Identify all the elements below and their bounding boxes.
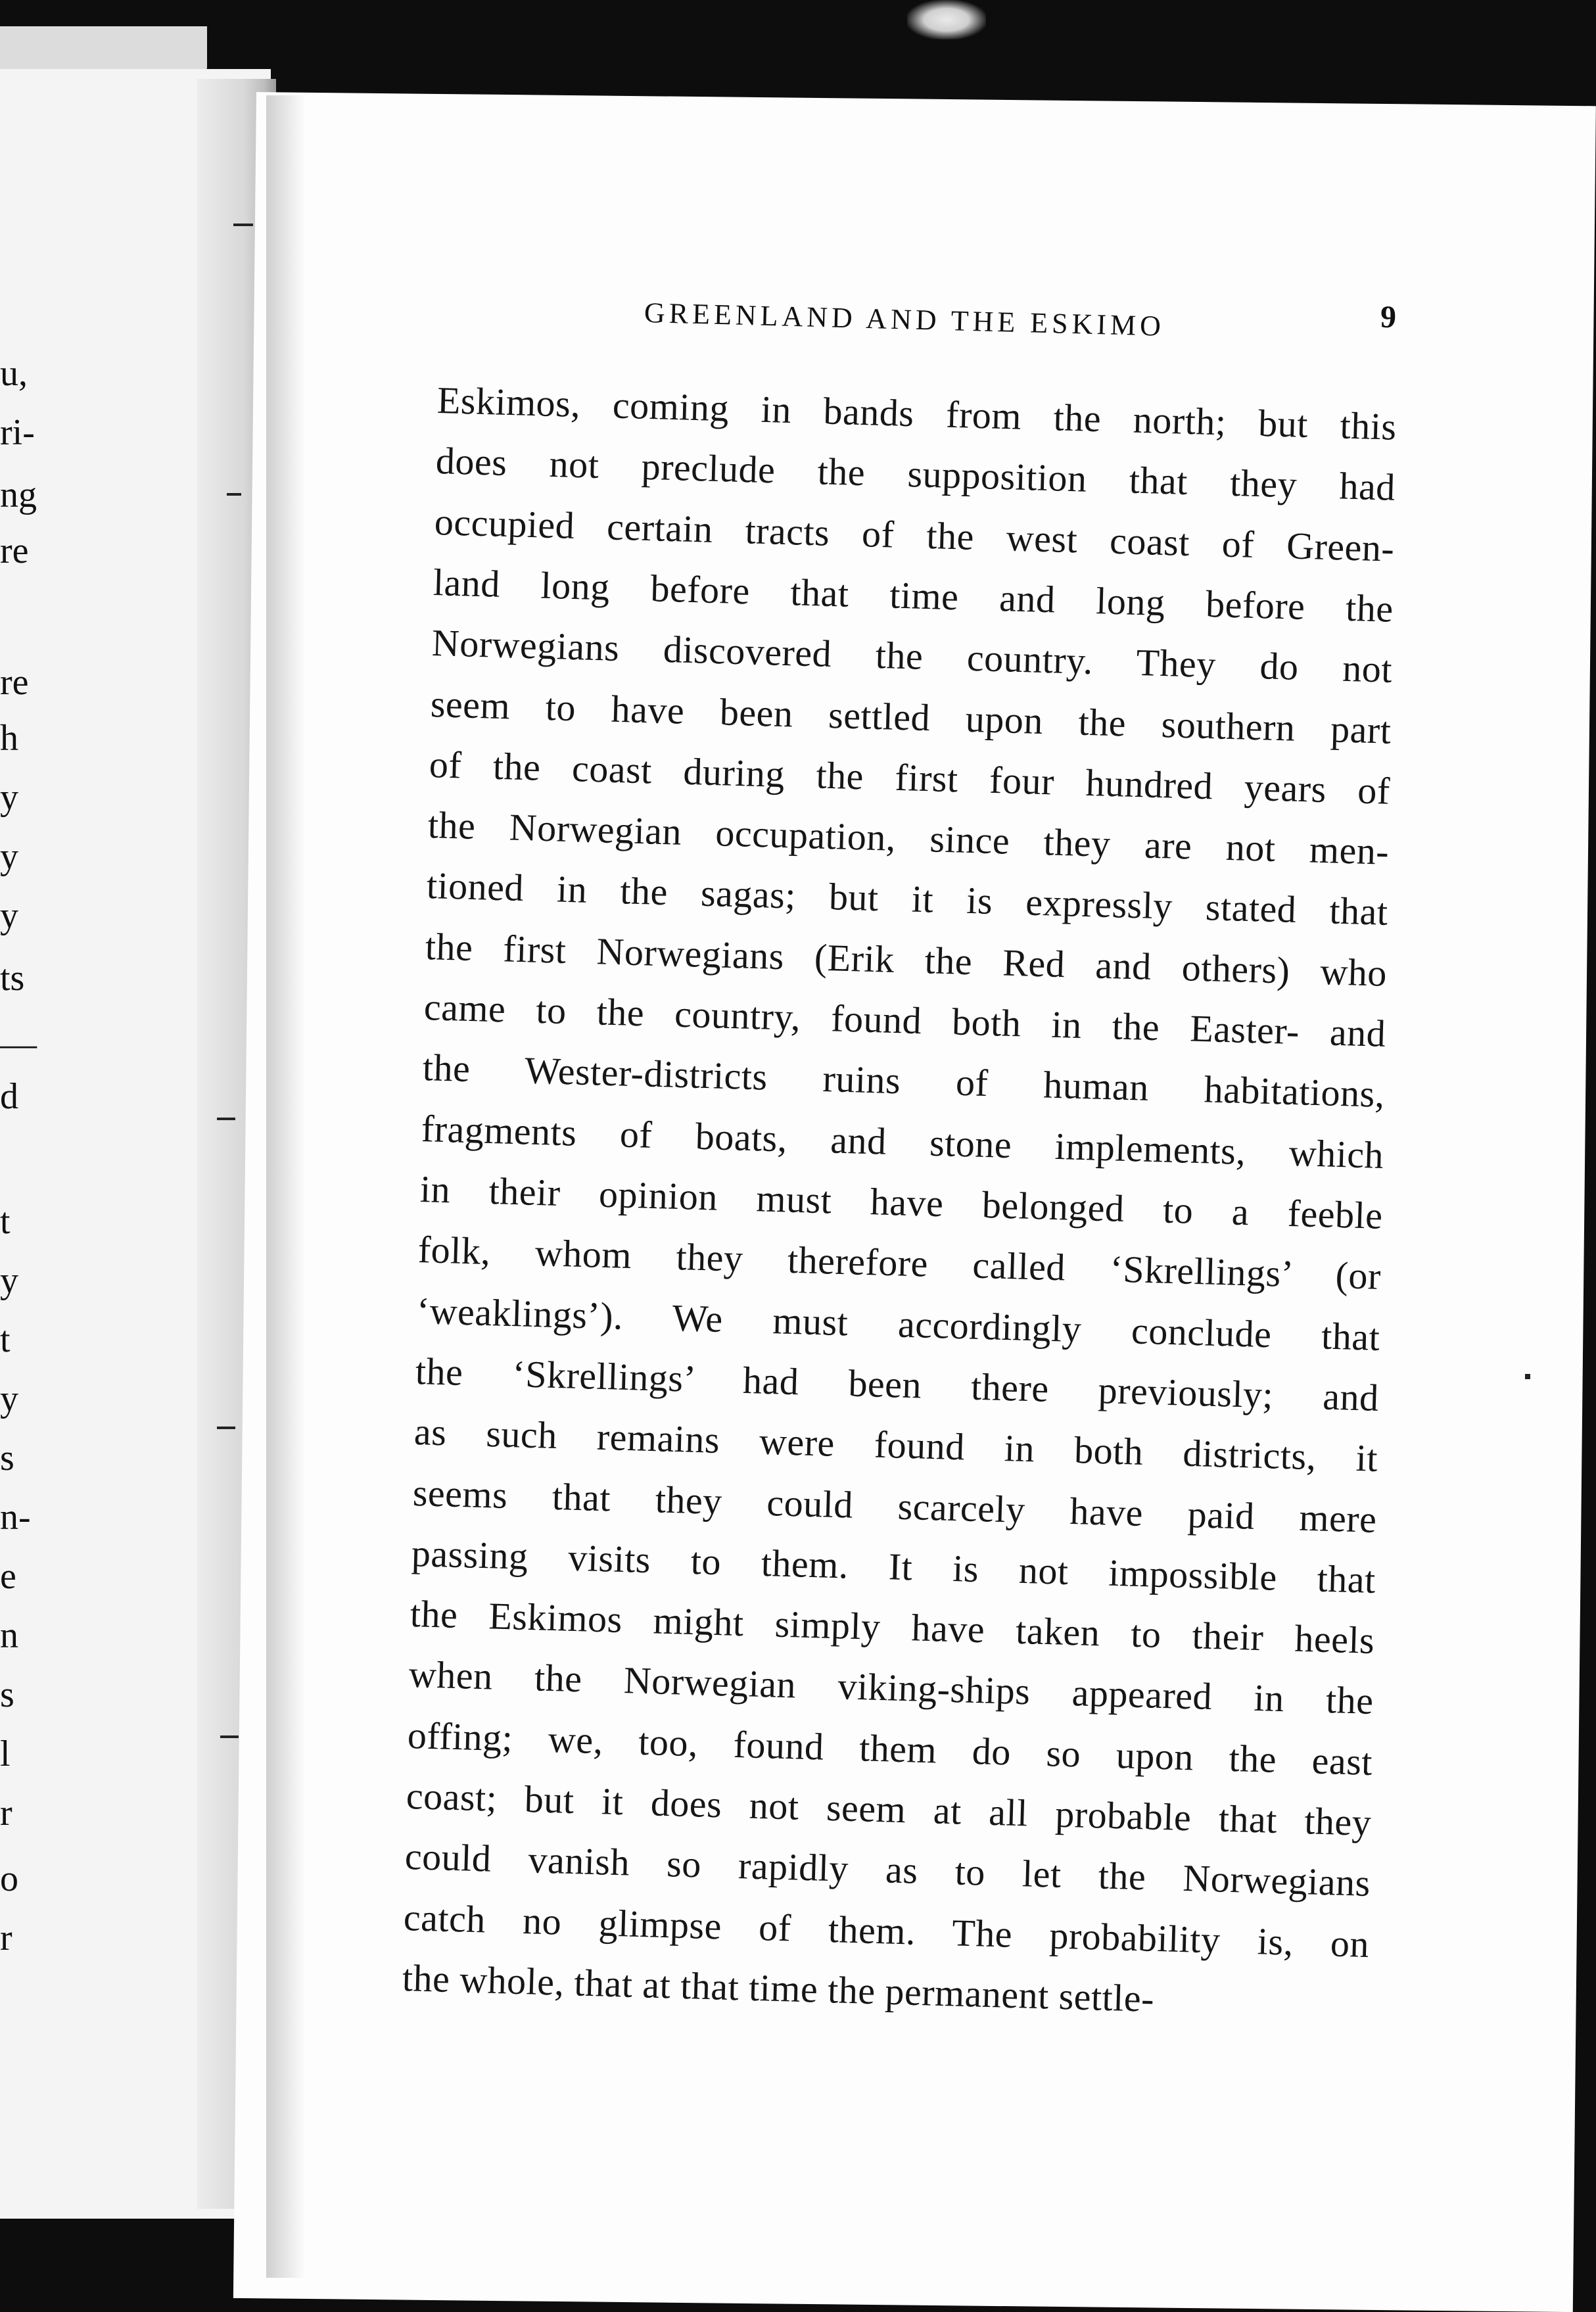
left-margin-fragment: h: [0, 718, 18, 759]
body-line: Eskimos, coming in bands from the north; but this: [436, 379, 1397, 448]
left-margin-fragment: r: [0, 1793, 12, 1833]
body-line: ‘weaklings’). We must accordingly conclude that: [416, 1288, 1381, 1359]
scan-speck: [217, 1427, 235, 1429]
left-margin-fragment: —: [0, 1024, 37, 1064]
body-line: the ‘Skrellings’ had been there previously; and: [415, 1349, 1380, 1419]
left-margin-fragment: r: [0, 1918, 12, 1958]
left-margin-fragment: y: [0, 836, 18, 877]
left-margin-fragment: s: [0, 1674, 14, 1715]
left-margin-fragment: y: [0, 1379, 18, 1419]
body-line: the Wester-districts ruins of human habitations,: [421, 1046, 1386, 1116]
body-line: could vanish so rapidly as to let the Norwegians: [404, 1835, 1371, 1905]
left-margin-fragment: y: [0, 895, 18, 936]
body-line: the Eskimos might simply have taken to their heels: [410, 1592, 1376, 1663]
body-line: seem to have been settled upon the southern part: [429, 682, 1392, 752]
body-line: does not preclude the supposition that they had: [435, 439, 1396, 509]
body-line: coast; but it does not seem at all probable that they: [406, 1774, 1373, 1845]
body-line: land long before that time and long before the: [433, 560, 1394, 630]
running-header: GREENLAND AND THE ESKIMO: [644, 296, 1165, 342]
left-page-edge: [0, 26, 207, 72]
scan-speck: [220, 1735, 239, 1738]
body-line: seems that they could scarcely have paid mere: [412, 1471, 1378, 1541]
scan-speck: [233, 224, 253, 226]
left-margin-fragment: s: [0, 1438, 14, 1478]
left-margin-fragment: d: [0, 1076, 18, 1117]
left-margin-fragment: ts: [0, 958, 25, 999]
body-line: came to the country, found both in the Easter- and: [423, 985, 1386, 1055]
body-line: Norwegians discovered the country. They do not: [431, 621, 1393, 692]
left-margin-fragment: e: [0, 1556, 16, 1597]
left-margin-fragment: y: [0, 777, 18, 818]
body-line: the first Norwegians (Erik the Red and others) who: [424, 924, 1388, 995]
gutter-shadow: [266, 95, 306, 2278]
left-margin-fragment: ng: [0, 475, 37, 515]
left-margin-fragment: n-: [0, 1497, 31, 1538]
left-margin-fragment: l: [0, 1734, 11, 1774]
left-margin-fragment: re: [0, 662, 29, 703]
body-line: offing; we, too, found them do so upon the east: [407, 1713, 1373, 1783]
left-margin-fragment: re: [0, 531, 29, 571]
body-line: occupied certain tracts of the west coast of Green-: [434, 500, 1396, 570]
left-margin-fragment: t: [0, 1319, 11, 1360]
body-line: folk, whom they therefore called ‘Skrellings’ (or: [417, 1228, 1382, 1298]
body-line: fragments of boats, and stone implements, which: [420, 1106, 1384, 1177]
body-line: passing visits to them. It is not impossible that: [411, 1531, 1376, 1601]
left-margin-fragment: t: [0, 1201, 11, 1242]
left-margin-fragment: o: [0, 1858, 18, 1899]
scan-speck: [1525, 1374, 1530, 1379]
scan-binding-mark: [907, 0, 986, 39]
left-margin-fragment: y: [0, 1260, 18, 1301]
scan-speck: [227, 493, 241, 496]
scan-speck: [217, 1118, 235, 1120]
body-line: catch no glimpse of them. The probability is, on: [403, 1895, 1371, 1966]
body-line: the Norwegian occupation, since they are not men-: [427, 803, 1390, 873]
left-margin-fragment: ri-: [0, 412, 35, 453]
left-margin-fragment: u,: [0, 353, 28, 394]
body-line: as such remains were found in both districts, it: [413, 1410, 1379, 1480]
left-margin-fragment: n: [0, 1615, 18, 1656]
body-line: in their opinion must have belonged to a feeble: [419, 1168, 1383, 1237]
body-line: the whole, that at that time the permanent settle-: [402, 1956, 1155, 2020]
body-line: of the coast during the first four hundred years of: [428, 742, 1391, 813]
body-line: tioned in the sagas; but it is expressly stated that: [425, 864, 1389, 934]
body-line: when the Norwegian viking-ships appeared in the: [408, 1653, 1374, 1723]
page-number: 9: [1380, 299, 1397, 335]
